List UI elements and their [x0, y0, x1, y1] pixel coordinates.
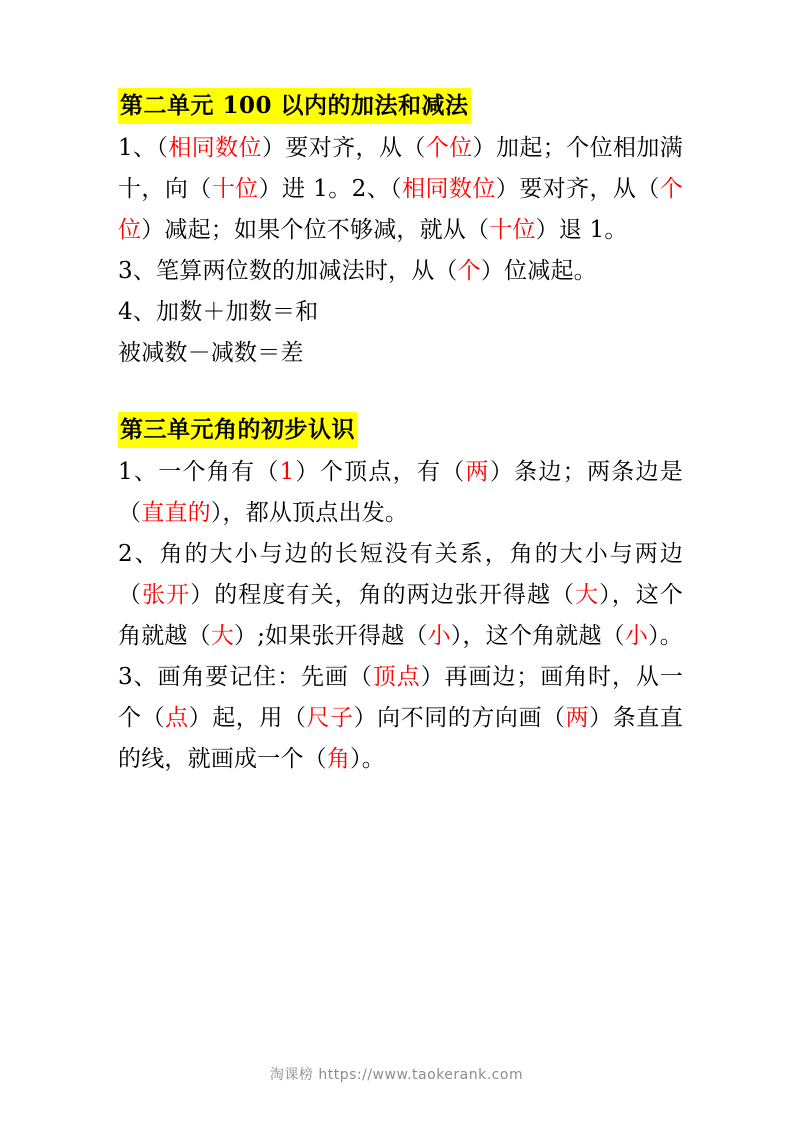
answer-text: 小 — [427, 623, 451, 649]
answer-text: 十位 — [211, 176, 259, 202]
section-heading-unit3: 第三单元角的初步认识 — [118, 412, 357, 448]
body-text: ）退 1。 — [535, 217, 628, 243]
answer-text: 点 — [165, 705, 189, 731]
body-text: 3、画角要记住：先画（ — [118, 664, 373, 690]
answer-text: 个位 — [425, 135, 473, 161]
paragraph-u3p3 — [118, 657, 683, 780]
body-text: ）条直直的线，就画成一个（ — [118, 705, 683, 772]
body-text: ）再画边；画角时，从一个（ — [118, 664, 683, 731]
answer-text: 相同数位 — [402, 176, 496, 202]
paragraph-u3p2 — [118, 534, 683, 657]
answer-text: 两 — [565, 705, 590, 731]
section-unit2 — [118, 88, 683, 374]
answer-text: 个 — [457, 258, 481, 284]
body-text: ）起，用（ — [188, 705, 307, 731]
body-text: ）减起；如果个位不够减，就从（ — [141, 217, 490, 243]
section-body-unit2 — [118, 128, 683, 374]
answer-text: 相同数位 — [168, 135, 262, 161]
body-text: ），都从顶点出发。 — [210, 500, 409, 526]
answer-text: 十位 — [489, 217, 536, 243]
body-text: ）条边；两条边是（ — [118, 459, 683, 526]
body-text: ）。 — [350, 746, 385, 772]
section-unit3 — [118, 412, 683, 780]
body-text: ）要对齐，从（ — [261, 135, 426, 161]
paragraph-u3p1 — [118, 452, 683, 534]
body-text: ）。 — [648, 623, 683, 649]
body-text: ）向不同的方向画（ — [353, 705, 566, 731]
section-heading-unit2: 第二单元 100 以内的加法和减法 — [118, 88, 471, 124]
paragraph-u2p3 — [118, 292, 683, 333]
answer-text: 小 — [624, 623, 649, 649]
body-text: ）;如果张开得越（ — [234, 623, 428, 649]
paragraph-u2p2 — [118, 251, 683, 292]
section-spacer — [118, 374, 683, 412]
answer-text: 大 — [575, 582, 600, 608]
body-text: ）的程度有关，角的两边张开得越（ — [190, 582, 576, 608]
body-text: ），这个角就越（ — [118, 582, 684, 649]
answer-text: 大 — [210, 623, 235, 649]
paragraph-u2p4 — [118, 333, 683, 374]
answer-text: 角 — [326, 746, 351, 772]
body-text: 4、加数＋加数＝和 — [118, 299, 319, 325]
body-text: ）加起；个位相加满十，向（ — [118, 135, 683, 202]
body-text: ）要对齐，从（ — [495, 176, 660, 202]
body-text: ）进 1。2、（ — [258, 176, 403, 202]
page-footer-watermark: 淘课榜 https://www.taokerank.com — [269, 1067, 524, 1083]
answer-text: 直直的 — [141, 500, 211, 526]
answer-text: 张开 — [142, 582, 191, 608]
section-body-unit3 — [118, 452, 683, 780]
body-text: ）个顶点，有（ — [294, 459, 466, 485]
paragraph-u2p1 — [118, 128, 683, 251]
body-text: 1、（ — [118, 135, 169, 161]
body-text: ）位减起。 — [480, 258, 597, 284]
body-text: ），这个角就越（ — [450, 623, 625, 649]
answer-text: 个位 — [118, 176, 683, 243]
body-text: 3、笔算两位数的加减法时，从（ — [118, 258, 458, 284]
body-text: 被减数－减数＝差 — [118, 340, 304, 366]
answer-text: 顶点 — [372, 664, 421, 690]
answer-text: 1 — [279, 459, 295, 485]
answer-text: 两 — [465, 459, 490, 485]
body-text: 2、角的大小与边的长短没有关系，角的大小与两边（ — [118, 541, 683, 608]
answer-text: 尺子 — [306, 705, 354, 731]
body-text: 1、一个角有（ — [118, 459, 280, 485]
